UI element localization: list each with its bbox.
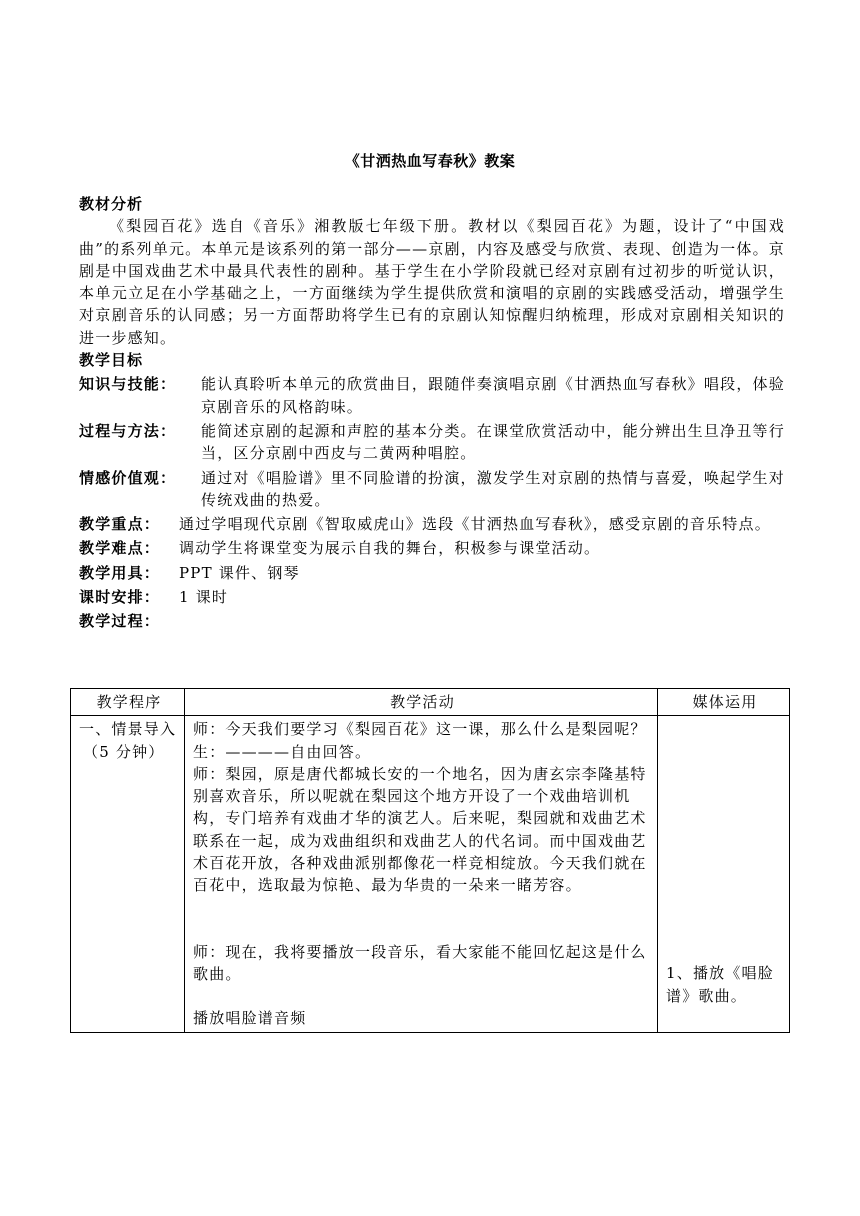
document-body	[79, 193, 785, 635]
goal-knowledge	[79, 373, 785, 418]
blank-space	[193, 985, 652, 1007]
goal-process	[79, 420, 785, 465]
info-text: PPT 课件、钢琴	[179, 563, 300, 582]
goal-label: 情感价值观：	[79, 468, 177, 487]
info-text: 1 课时	[179, 588, 229, 607]
goal-emotion	[79, 467, 785, 512]
goal-label: 过程与方法：	[79, 421, 177, 440]
table-header-row	[71, 689, 790, 716]
blank-space	[193, 897, 652, 941]
info-label: 教学用具：	[79, 563, 161, 582]
activity-line: 师：现在，我将要播放一段音乐，看大家能不能回忆起这是什么歌曲。	[193, 942, 647, 983]
analysis-paragraph: 《梨园百花》选自《音乐》湘教版七年级下册。教材以《梨园百花》为题，设计了“中国戏曲”的系列单元。本单元是该系列的第一部分——京剧，内容及感受与欣赏、表现、创造为一体。京剧是中国戏曲艺术中最具代表性的剧种。基于学生在小学阶段就已经对京剧有过初步的听觉认识，本单元立足在小学基础之上，一方面继续为学生提供欣赏和演唱的京剧的实践感受活动，增强学生对京剧音乐的认同感；另一方面帮助将学生已有的京剧认知惊醒归纳梳理，形成对京剧相关知识的进一步感知。	[79, 217, 785, 347]
goals-heading: 教学目标	[79, 351, 144, 370]
info-label: 教学重点：	[79, 515, 161, 534]
step-time: （5 分钟）	[83, 742, 165, 761]
header-activity: 教学活动	[185, 689, 658, 716]
goal-label: 知识与技能：	[79, 375, 177, 394]
media-text: 1、播放《唱脸谱》歌曲。	[666, 964, 774, 1005]
info-label: 教学难点：	[79, 539, 161, 558]
step-cell	[71, 716, 185, 1032]
info-text: 通过学唱现代京剧《智取威虎山》选段《甘洒热血写春秋》，感受京剧的音乐特点。	[179, 515, 771, 534]
activity-line: 师：今天我们要学习《梨园百花》这一课，那么什么是梨园呢？	[193, 720, 647, 739]
document-title: 《甘洒热血写春秋》教案	[344, 152, 516, 170]
goal-text: 通过对《唱脸谱》里不同脸谱的扮演，激发学生对京剧的热情与喜爱，唤起学生对传统戏曲的热爱。	[201, 468, 785, 509]
activity-line: 生：————自由回答。	[193, 742, 372, 761]
info-label: 教学过程：	[79, 612, 161, 631]
teaching-process-table	[70, 688, 790, 1033]
media-cell	[658, 716, 790, 1032]
header-media: 媒体运用	[658, 689, 790, 716]
info-tools	[79, 562, 785, 584]
activity-cell	[185, 716, 658, 1032]
info-text: 调动学生将课堂变为展示自我的舞台，积极参与课堂活动。	[179, 539, 601, 558]
goal-text: 能认真聆听本单元的欣赏曲目，跟随伴奏演唱京剧《甘洒热血写春秋》唱段，体验京剧音乐的风格韵味。	[201, 375, 785, 416]
activity-line: 师：梨园，原是唐代都城长安的一个地名，因为唐玄宗李隆基特别喜欢音乐，所以呢就在梨园这个地方开设了一个戏曲培训机构，专门培养有戏曲才华的演艺人。后来呢，梨园就和戏曲艺术联系在一起，成为戏曲组织和戏曲艺人的代名词。而中国戏曲艺术百花开放，各种戏曲派别都像花一样竞相绽放。今天我们就在百花中，选取最为惊艳、最为华贵的一朵来一睹芳容。	[193, 764, 647, 895]
table-row	[71, 716, 790, 1032]
analysis-heading: 教材分析	[79, 195, 144, 213]
info-schedule	[79, 586, 785, 608]
blank-space	[666, 718, 784, 962]
info-process	[79, 610, 785, 632]
step-name: 一、情景导入	[79, 720, 177, 739]
info-key-point	[79, 513, 785, 535]
info-difficulty	[79, 537, 785, 559]
header-step: 教学程序	[71, 689, 185, 716]
goal-text: 能简述京剧的起源和声腔的基本分类。在课堂欣赏活动中，能分辨出生旦净丑等行当，区分京剧中西皮与二黄两种唱腔。	[201, 421, 785, 463]
info-label: 课时安排：	[79, 588, 161, 607]
activity-line: 播放唱脸谱音频	[193, 1009, 307, 1028]
